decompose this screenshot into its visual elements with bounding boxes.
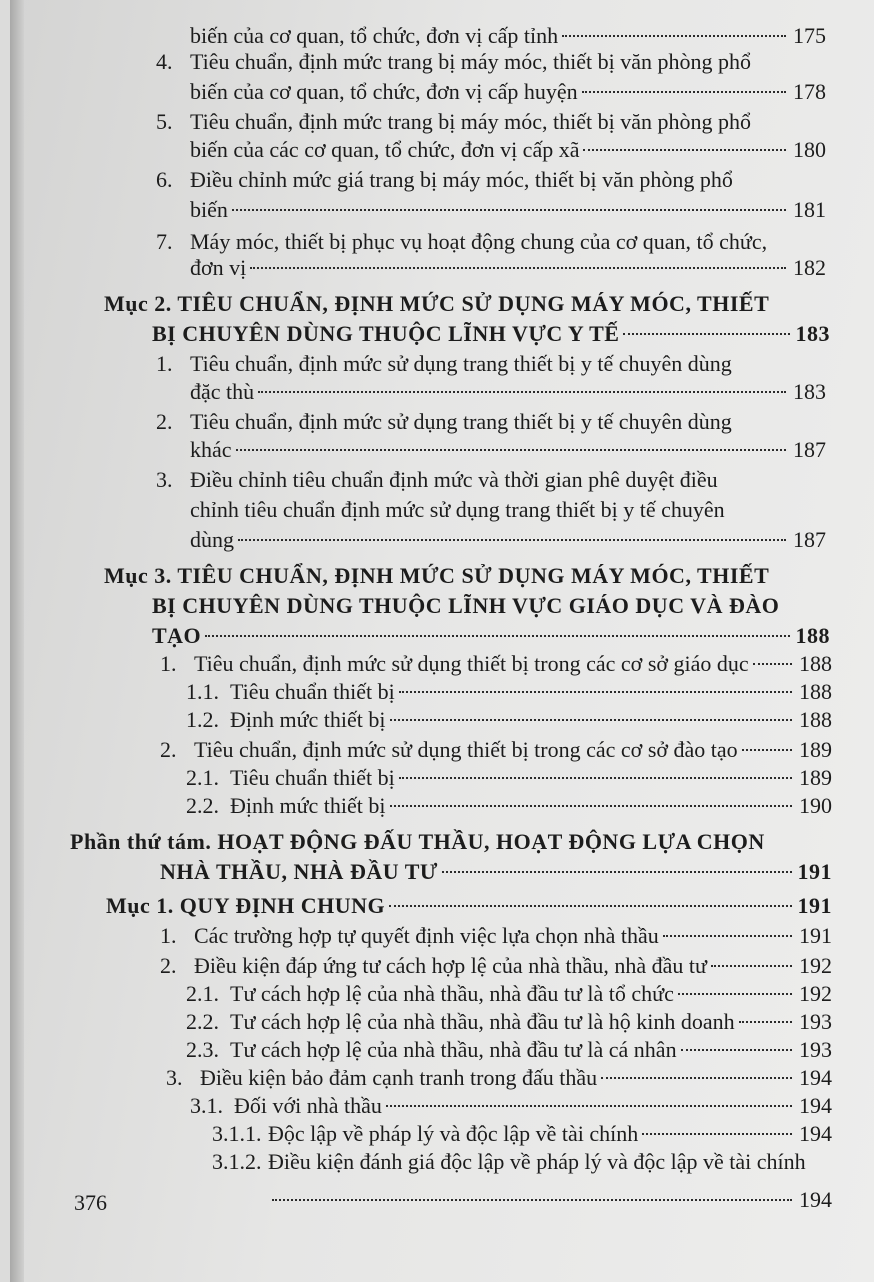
dot-leader (386, 1105, 792, 1107)
page-number: 376 (74, 1190, 107, 1215)
toc-number: 1. (160, 651, 177, 676)
dot-leader (582, 91, 786, 93)
toc-line (160, 922, 832, 950)
toc-text: Máy móc, thiết bị phục vụ hoạt động chung của cơ quan, tổ chức, (190, 229, 768, 254)
dot-leader (681, 1049, 792, 1051)
toc-text: Mục 2. TIÊU CHUẨN, ĐỊNH MỨC SỬ DỤNG MÁY MÓC, THIẾT (104, 291, 770, 316)
toc-text: BỊ CHUYÊN DÙNG THUỘC LĨNH VỰC GIÁO DỤC VÀ ĐÀO (152, 593, 780, 618)
toc-line (190, 78, 826, 106)
toc-page: 191 (797, 893, 832, 918)
toc-number: 2. (160, 953, 177, 978)
toc-text: TẠO (152, 623, 202, 648)
toc-line (186, 980, 832, 1008)
toc-line (190, 526, 826, 554)
toc-number: 2.3. (186, 1037, 219, 1062)
toc-number: 5. (156, 109, 173, 134)
toc-line (186, 678, 832, 706)
toc-page: 193 (799, 1009, 832, 1034)
toc-page: 194 (799, 1093, 832, 1118)
dot-leader (236, 449, 786, 451)
toc-text: Tiêu chuẩn, định mức trang bị máy móc, thiết bị văn phòng phổ (190, 49, 752, 74)
toc-line (190, 436, 826, 464)
toc-page: 192 (799, 981, 832, 1006)
toc-text: Điều chỉnh mức giá trang bị máy móc, thiết bị văn phòng phổ (190, 167, 733, 192)
toc-text: đơn vị (190, 255, 247, 280)
toc-line (160, 952, 832, 980)
toc-number: 3. (156, 467, 173, 492)
toc-text: Định mức thiết bị (230, 707, 386, 732)
dot-leader (739, 1021, 792, 1023)
toc-page: 180 (793, 137, 826, 162)
toc-line (212, 1120, 832, 1148)
toc-text: Điều chỉnh tiêu chuẩn định mức và thời gian phê duyệt điều (190, 467, 718, 492)
toc-page: 187 (793, 437, 826, 462)
toc-page: 193 (799, 1037, 832, 1062)
toc-section-heading (152, 320, 830, 348)
toc-line (156, 350, 826, 378)
toc-page: 194 (799, 1187, 832, 1212)
dot-leader (389, 905, 792, 907)
toc-line (156, 108, 826, 136)
toc-text: Tiêu chuẩn thiết bị (230, 765, 395, 790)
toc-page: 183 (795, 321, 830, 346)
toc-text: Điều kiện đánh giá độc lập về pháp lý và độc lập về tài chính (268, 1149, 806, 1174)
dot-leader (272, 1199, 792, 1201)
toc-page: 192 (799, 953, 832, 978)
dot-leader (399, 777, 792, 779)
toc-text: Tư cách hợp lệ của nhà thầu, nhà đầu tư là hộ kinh doanh (230, 1009, 735, 1034)
toc-number: 2.1. (186, 765, 219, 790)
toc-number: 3.1.1. (212, 1121, 262, 1146)
toc-line (190, 496, 826, 524)
toc-number: 7. (156, 229, 173, 254)
dot-leader (390, 719, 792, 721)
toc-line (190, 378, 826, 406)
dot-leader (583, 149, 786, 151)
dot-leader (742, 749, 792, 751)
toc-line (190, 22, 826, 50)
toc-text: biến của các cơ quan, tổ chức, đơn vị cấp xã (190, 137, 580, 162)
dot-leader (711, 965, 792, 967)
toc-line (186, 706, 832, 734)
dot-leader (258, 391, 786, 393)
toc-number: 2. (160, 737, 177, 762)
toc-page: 188 (799, 707, 832, 732)
toc-text: BỊ CHUYÊN DÙNG THUỘC LĨNH VỰC Y TẾ (152, 321, 620, 346)
toc-section-heading (104, 290, 826, 318)
toc-text: đặc thù (190, 379, 255, 404)
toc-line (190, 254, 826, 282)
toc-page: 183 (793, 379, 826, 404)
toc-line (186, 764, 832, 792)
dot-leader (562, 35, 786, 37)
toc-text: Đối với nhà thầu (234, 1093, 382, 1118)
toc-part-heading (70, 828, 832, 856)
toc-text: chỉnh tiêu chuẩn định mức sử dụng trang thiết bị y tế chuyên (190, 497, 725, 522)
toc-text: NHÀ THẦU, NHÀ ĐẦU TƯ (160, 859, 438, 884)
toc-page: 175 (793, 23, 826, 48)
toc-page: 191 (799, 923, 832, 948)
dot-leader (663, 935, 792, 937)
toc-text: Tiêu chuẩn, định mức sử dụng thiết bị trong các cơ sở đào tạo (194, 737, 738, 762)
toc-section-heading (104, 562, 826, 590)
toc-number: 4. (156, 49, 173, 74)
dot-leader (601, 1077, 792, 1079)
toc-line (166, 1064, 832, 1092)
toc-section-heading (152, 622, 830, 650)
toc-number: 3.1.2. (212, 1149, 262, 1174)
dot-leader (238, 539, 786, 541)
toc-number: 3.1. (190, 1093, 223, 1118)
dot-leader (205, 635, 790, 637)
toc-line (156, 48, 826, 76)
toc-text: Tiêu chuẩn thiết bị (230, 679, 395, 704)
toc-number: 6. (156, 167, 173, 192)
toc-page: 189 (799, 765, 832, 790)
toc-text: Tiêu chuẩn, định mức sử dụng trang thiết bị y tế chuyên dùng (190, 409, 732, 434)
toc-text: Tiêu chuẩn, định mức sử dụng trang thiết bị y tế chuyên dùng (190, 351, 732, 376)
toc-page: 189 (799, 737, 832, 762)
toc-line (190, 1092, 832, 1120)
toc-line (268, 1186, 832, 1214)
toc-page: 194 (799, 1121, 832, 1146)
toc-text: Mục 3. TIÊU CHUẨN, ĐỊNH MỨC SỬ DỤNG MÁY MÓC, THIẾT (104, 563, 770, 588)
toc-text: Tư cách hợp lệ của nhà thầu, nhà đầu tư là tổ chức (230, 981, 674, 1006)
dot-leader (390, 805, 792, 807)
toc-page: 182 (793, 255, 826, 280)
toc-page: 190 (799, 793, 832, 818)
toc-number: 2.1. (186, 981, 219, 1006)
toc-line (156, 466, 826, 494)
toc-line (190, 136, 826, 164)
toc-text: khác (190, 437, 232, 462)
dot-leader (753, 663, 792, 665)
toc-page: 194 (799, 1065, 832, 1090)
toc-text: Điều kiện đáp ứng tư cách hợp lệ của nhà thầu, nhà đầu tư (194, 953, 707, 978)
toc-text: dùng (190, 527, 234, 552)
toc-text: Tư cách hợp lệ của nhà thầu, nhà đầu tư là cá nhân (230, 1037, 677, 1062)
dot-leader (250, 267, 786, 269)
dot-leader (232, 209, 786, 211)
dot-leader (642, 1133, 792, 1135)
toc-number: 1. (156, 351, 173, 376)
toc-line (186, 1008, 832, 1036)
toc-page: 178 (793, 79, 826, 104)
toc-line (186, 792, 832, 820)
dot-leader (678, 993, 792, 995)
toc-line (156, 408, 826, 436)
toc-text: Định mức thiết bị (230, 793, 386, 818)
toc-line (190, 196, 826, 224)
toc-line (160, 736, 832, 764)
toc-number: 2. (156, 409, 173, 434)
toc-text: biến (190, 197, 228, 222)
toc-number: 1. (160, 923, 177, 948)
toc-text: Tiêu chuẩn, định mức sử dụng thiết bị trong các cơ sở giáo dục (194, 651, 749, 676)
toc-line (186, 1036, 832, 1064)
toc-text: Điều kiện bảo đảm cạnh tranh trong đấu thầu (200, 1065, 598, 1090)
toc-line (160, 650, 832, 678)
toc-number: 3. (166, 1065, 183, 1090)
dot-leader (399, 691, 792, 693)
toc-page: 188 (795, 623, 830, 648)
toc-page: 188 (799, 651, 832, 676)
toc-text: Các trường hợp tự quyết định việc lựa chọn nhà thầu (194, 923, 659, 948)
toc-text: biến của cơ quan, tổ chức, đơn vị cấp huyện (190, 79, 578, 104)
dot-leader (442, 871, 792, 873)
toc-page: 181 (793, 197, 826, 222)
toc-number: 1.2. (186, 707, 219, 732)
toc-text: biến của cơ quan, tổ chức, đơn vị cấp tỉnh (190, 23, 559, 48)
toc-text: Phần thứ tám. HOẠT ĐỘNG ĐẤU THẦU, HOẠT ĐỘNG LỰA CHỌN (70, 829, 765, 854)
dot-leader (623, 333, 790, 335)
toc-number: 2.2. (186, 1009, 219, 1034)
toc-number: 2.2. (186, 793, 219, 818)
toc-page: 188 (799, 679, 832, 704)
toc-section-heading (152, 592, 826, 620)
toc-section-heading (106, 892, 832, 920)
toc-line (212, 1148, 832, 1176)
toc-page: 187 (793, 527, 826, 552)
toc-text: Mục 1. QUY ĐỊNH CHUNG (106, 893, 386, 918)
toc-number: 1.1. (186, 679, 219, 704)
toc-line (156, 166, 826, 194)
toc-part-heading (160, 858, 832, 886)
toc-text: Tiêu chuẩn, định mức trang bị máy móc, thiết bị văn phòng phổ (190, 109, 752, 134)
toc-line (156, 228, 826, 256)
toc-page: 191 (797, 859, 832, 884)
toc-text: Độc lập về pháp lý và độc lập về tài chính (268, 1121, 639, 1146)
